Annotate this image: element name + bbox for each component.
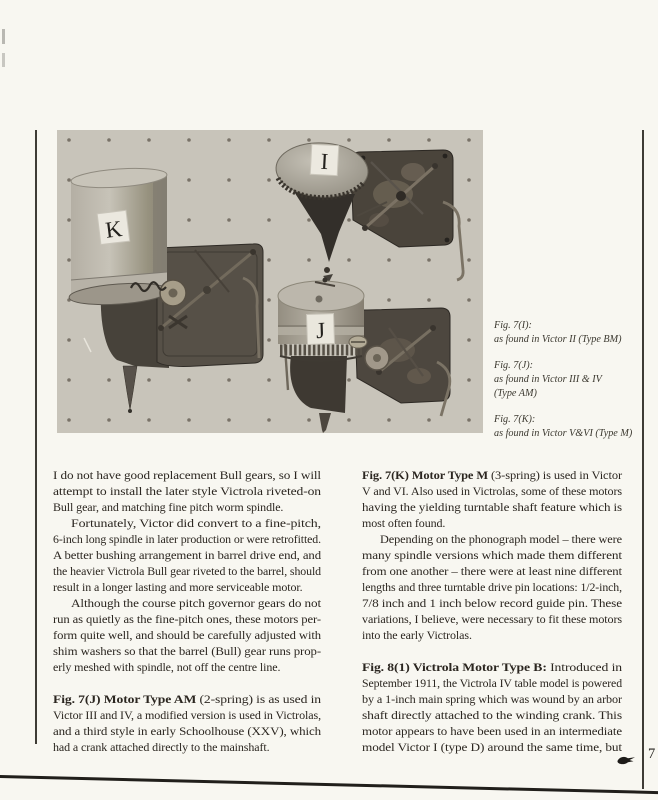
page-bottom-edge xyxy=(0,775,658,794)
body-text-right-column xyxy=(362,467,622,755)
caption-line: as found in Victor II (Type BM) xyxy=(494,334,622,345)
paragraph xyxy=(53,467,321,515)
text-line: many spindle versions which made them different xyxy=(362,548,622,562)
paragraph xyxy=(53,691,321,755)
text-line: from one another – there were at least nine different xyxy=(362,564,622,578)
figure-caption xyxy=(494,413,646,441)
page-number: 7 xyxy=(648,746,656,762)
motor-label-k: K xyxy=(103,216,124,243)
motor-label-i: I xyxy=(319,148,329,175)
text-line: 6-inch long spindle in later production or were retrofitted. xyxy=(53,532,321,546)
text-line: shaft directly attached to the winding crank. This xyxy=(362,708,622,722)
text-line: September 1911, the Victrola IV table model is powered xyxy=(362,676,622,690)
text-line: had a crank attached directly to the mainshaft. xyxy=(53,740,270,754)
caption-line: Fig. 7(I): xyxy=(494,320,532,331)
text-line: Fig. 7(J) Motor Type AM (2-spring) is as used in xyxy=(53,692,321,706)
caption-line: (Type AM) xyxy=(494,388,537,399)
text-line: most often found. xyxy=(362,516,446,530)
figure-caption xyxy=(494,359,646,401)
text-line: attempt to install the later style Victrola riveted-on xyxy=(53,484,321,498)
caption-line: Fig. 7(K): xyxy=(494,414,536,425)
text-line: A better bushing arrangement in barrel drive end, and xyxy=(53,548,321,562)
text-line: Bull gear, and matching fine pitch worm spindle. xyxy=(53,500,284,514)
text-line: Fig. 7(K) Motor Type M (3-spring) is used in Victor xyxy=(362,468,622,482)
text-line: 7/8 inch and 1 inch below record guide pin. These xyxy=(362,596,622,610)
caption-line: Fig. 7(J): xyxy=(494,360,534,371)
figure-caption xyxy=(494,319,646,347)
caption-line: as found in Victor V&VI (Type M) xyxy=(494,428,633,439)
paragraph xyxy=(362,531,622,643)
text-line: Victor III and IV, a modified version is used in Victrolas, xyxy=(53,708,321,722)
text-line: Fortunately, Victor did convert to a fine-pitch, xyxy=(71,516,321,530)
text-line: motor appears to have been used in an intermediate xyxy=(362,724,622,738)
text-line: result in a longer lasting and more serviceable motor. xyxy=(53,580,303,594)
scan-artifact xyxy=(2,29,5,44)
text-line: form quite well, and should be carefully adjusted with xyxy=(53,628,321,642)
text-line: and a third style in early Schoolhouse (XXV), which xyxy=(53,724,321,738)
text-line: variations, I believe, were necessary to fit these motors xyxy=(362,612,622,626)
text-line: by a 1-inch main spring which was wound by an arbor xyxy=(362,692,622,706)
body-text-left-column xyxy=(53,467,321,755)
text-line: Depending on the phonograph model – there were xyxy=(380,532,622,546)
text-line: Fig. 8(1) Victrola Motor Type B: Introduced in xyxy=(362,660,622,674)
text-line: I do not have good replacement Bull gears, so I will xyxy=(53,468,321,482)
manicule-icon xyxy=(616,753,636,771)
text-line: into the early Victrolas. xyxy=(362,628,472,642)
text-line: run as quietly as the fine-pitch ones, these motors per- xyxy=(53,612,321,626)
right-margin-rule xyxy=(642,130,644,789)
text-line: model Victor I (type D) around the same time, but xyxy=(362,740,622,754)
text-line: lengths and three turntable drive pin locations: 1/2-inch, xyxy=(362,580,622,594)
figure-captions xyxy=(494,319,646,453)
text-line: the heavier Victrola Bull gear riveted to the barrel, should xyxy=(53,564,321,578)
text-line: V and VI. Also used in Victrolas, some of these motors xyxy=(362,484,622,498)
paragraph xyxy=(53,515,321,595)
text-line: erly meshed with spindle, not off the centre line. xyxy=(53,660,281,674)
scan-artifact xyxy=(2,53,5,67)
motors-photo-illustration xyxy=(57,130,483,433)
motor-label-j: J xyxy=(315,317,326,344)
text-line: shim washers so that the barrel (Bull) gear runs prop- xyxy=(53,644,321,658)
paragraph xyxy=(362,659,622,755)
motors-photo xyxy=(57,130,483,433)
text-line: Although the course pitch governor gears do not xyxy=(71,596,321,610)
left-margin-rule xyxy=(35,130,37,744)
text-line: having the yielding turntable shaft feature which is xyxy=(362,500,622,514)
caption-line: as found in Victor III & IV xyxy=(494,374,602,385)
paragraph xyxy=(53,595,321,675)
paragraph xyxy=(362,467,622,531)
